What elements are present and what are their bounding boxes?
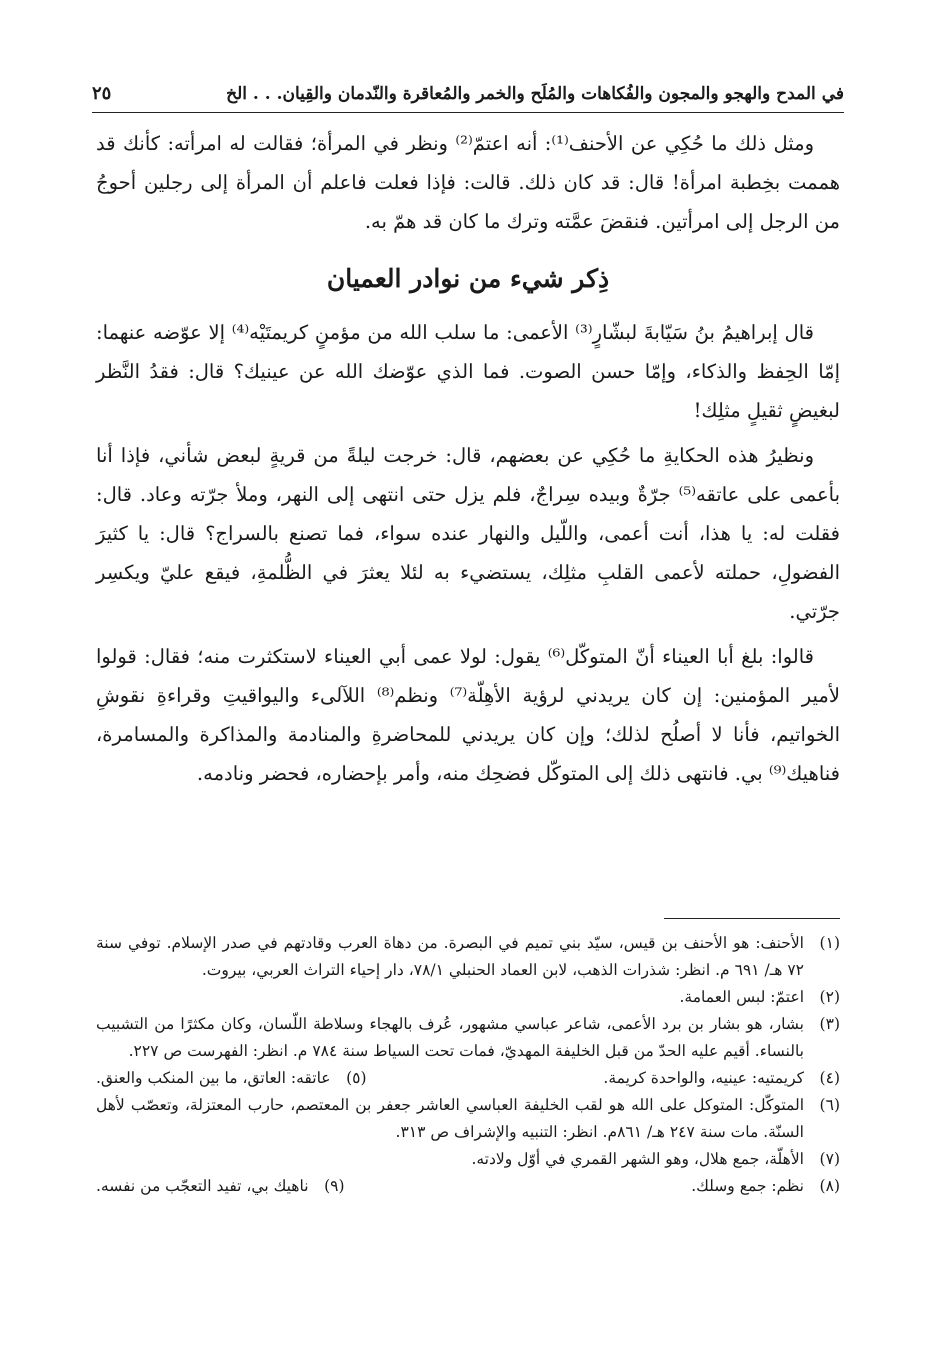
footnote-text: الأحنف: هو الأحنف بن قيس، سيّد بني تميم في البصرة. من دهاة العرب وقادتهم في صدر الإسلام. توفي سنة ٧٢ هـ/ ٦٩١ م. انظر: شذرات الذهب، لابن العماد الحنبلي ٧٨/١، دار إحياء التراث العربي، بيروت.: [96, 934, 804, 979]
footnote-9: [96, 1173, 345, 1200]
footnotes: [96, 930, 840, 1200]
footnote-number: (٩): [324, 1177, 345, 1195]
footnote-3: [96, 1011, 840, 1065]
footnote-pair-8-9: [96, 1173, 840, 1200]
footnote-number: (٣): [819, 1015, 840, 1033]
footnote-text: بشار، هو بشار بن برد الأعمى، شاعر عباسي مشهور، عُرف بالهجاء وسلاطة اللّسان، وكان مكثرًا من التشبيب بالنساء. أقيم عليه الحدّ من قبل الخليفة المهديّ، فمات تحت السياط سنة ٧٨٤ م. انظر: الفهرست ص ٢٢٧.: [96, 1015, 804, 1060]
footnote-text: عاتقه: العاتق، ما بين المنكب والعنق.: [96, 1069, 331, 1087]
footnote-text: الأهلّة، جمع هلال، وهو الشهر القمري في أوّل ولادته.: [471, 1150, 804, 1168]
footnote-rule: [664, 918, 840, 919]
footnote-number: (٧): [819, 1150, 840, 1168]
footnote-text: المتوكّل: المتوكل على الله هو لقب الخليفة العباسي العاشر جعفر بن المعتصم، حارب المعتزلة، وتعصّب لأهل السنّة. مات سنة ٢٤٧ هـ/ ٨٦١م. انظر: التنبيه والإشراف ص ٣١٣.: [96, 1096, 804, 1141]
main-text: [96, 124, 840, 799]
paragraph-abu-al-ayna: قالوا: بلغ أبا العيناء أنّ المتوكّل⁽⁶⁾ يقول: لولا عمى أبي العيناء لاستكثرت منه؛ فقال: قولوا لأمير المؤمنين: إن كان يريدني لرؤية الأهِلّة⁽⁷⁾ ونظم⁽⁸⁾ اللآلىء واليواقيتِ وقراءةِ نقوشِ الخواتيم، فأنا لا أصلُح لذلك؛ وإن كان يريدني للمحاضرةِ والمنادمة والمذاكرة والمسامرة، فناهيك⁽⁹⁾ بي. فانتهى ذلك إلى المتوكّل فضحِك منه، وأمر بإحضاره، فحضر ونادمه.: [96, 645, 840, 785]
footnote-number: (١): [819, 934, 840, 952]
footnote-8: [691, 1173, 840, 1200]
footnote-number: (٨): [819, 1177, 840, 1195]
paragraph-bashshar: قال إبراهيمُ بنُ سَيّابةَ لبشّارٍ⁽³⁾ الأعمى: ما سلب الله من مؤمنٍ كريمتَيْه⁽⁴⁾ إلا عوّضه عنهما: إمّا الحِفظ والذكاء، وإمّا حسن الصوت. فما الذي عوّضك الله عن عينيك؟ قال: فقدُ النَّظر لبغيضٍ ثقيلٍ مثلِك!: [96, 321, 840, 422]
footnote-text: كريمتيه: عينيه، والواحدة كريمة.: [603, 1069, 804, 1087]
footnote-pair-4-5: [96, 1065, 840, 1092]
running-title: في المدح والهجو والمجون والفُكاهات والمُلَح والخمر والمُعاقرة والنّدمان والقِيان. . . الخ: [226, 84, 844, 104]
footnote-text: نظم: جمع وسلك.: [691, 1177, 804, 1195]
footnote-4: [603, 1065, 840, 1092]
footnote-number: (٥): [346, 1069, 367, 1087]
footnote-number: (٦): [819, 1096, 840, 1114]
footnote-number: (٢): [819, 988, 840, 1006]
section-heading: ذِكر شيء من نوادر العميان: [326, 264, 610, 293]
paragraph-al-ahnaf: ومثل ذلك ما حُكِي عن الأحنف⁽¹⁾: أنه اعتمّ⁽²⁾ ونظر في المرأة؛ فقالت له امرأته: كأنك قد هممت بخِطبة امرأة! قال: قد كان ذلك. قالت: فإذا فعلت فاعلم أن المرأة إلى رجلين أحوجُ من الرجل إلى امرأتين. فنقضَ عمَّته وترك ما كان قد همّ به.: [96, 132, 840, 233]
footnote-text: اعتمّ: لبس العمامة.: [679, 988, 804, 1006]
footnote-text: ناهيك بي، تفيد التعجّب من نفسه.: [96, 1177, 309, 1195]
footnote-6: [96, 1092, 840, 1146]
footnote-2: [96, 984, 840, 1011]
running-head: [92, 68, 844, 113]
footnote-5: [96, 1065, 367, 1092]
footnote-1: [96, 930, 840, 984]
footnote-7: [96, 1146, 840, 1173]
paragraph-lamp: ونظيرُ هذه الحكايةِ ما حُكِي عن بعضهم، قال: خرجت ليلةً من قريةٍ لبعض شأني، فإذا أنا بأعمى على عاتقه⁽⁵⁾ جرّةٌ وبيده سِراجٌ، فلم يزل حتى انتهى إلى النهر، وملأ جرّته وعاد. قال: فقلت له: يا هذا، أنت أعمى، واللّيل والنهار عنده سواء، فما تصنع بالسراج؟ قال: يا كثيرَ الفضولِ، حملته لأعمى القلبِ مثلِك، يستضيء به لئلا يعثرَ في الظُّلمةِ، فيقع عليّ ويكسِر جرّتي.: [96, 444, 840, 623]
footnote-number: (٤): [819, 1069, 840, 1087]
page-number: ٢٥: [92, 83, 112, 104]
